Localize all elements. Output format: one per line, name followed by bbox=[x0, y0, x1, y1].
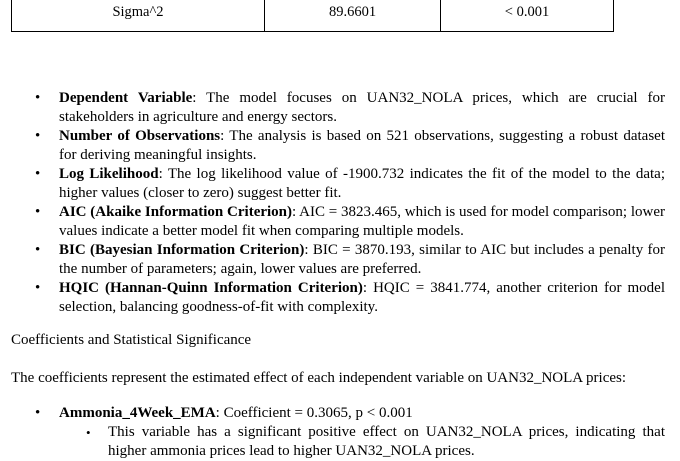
table-row bbox=[12, 0, 614, 32]
list-item: • AIC (Akaike Information Criterion): AIC = 3823.465, which is used for model comparison; lower values indicate a better model fit when comparing multiple models. bbox=[59, 203, 665, 241]
list-item: • Ammonia_4Week_EMA: Coefficient = 0.3065, p < 0.001 • This variable has a significant positive effect on UAN32_NOLA prices, indicating that higher ammonia prices lead to higher UAN32_NOLA prices. bbox=[59, 404, 665, 461]
list-item: • Dependent Variable: The model focuses on UAN32_NOLA prices, which are crucial for stakeholders in agriculture and energy sectors. bbox=[59, 89, 665, 127]
list-item: • Number of Observations: The analysis is based on 521 observations, suggesting a robust dataset for deriving meaningful insights. bbox=[59, 127, 665, 165]
value-cell: 89.6601 bbox=[265, 0, 441, 32]
term-cell: Sigma^2 bbox=[12, 0, 265, 32]
list-item: • Log Likelihood: The log likelihood value of -1900.732 indicates the fit of the model to the data; higher values (closer to zero) suggest better fit. bbox=[59, 165, 665, 203]
sub-list bbox=[59, 423, 665, 461]
coefficients-list bbox=[0, 404, 665, 461]
summary-list bbox=[0, 89, 665, 317]
intro-paragraph: The coefficients represent the estimated effect of each independent variable on UAN32_NOLA prices: bbox=[11, 370, 627, 386]
list-item: • HQIC (Hannan-Quinn Information Criterion): HQIC = 3841.774, another criterion for model selection, balancing goodness-of-fit with complexity. bbox=[59, 279, 665, 317]
pvalue-cell: < 0.001 bbox=[441, 0, 614, 32]
section-heading: Coefficients and Statistical Significance bbox=[11, 332, 252, 348]
list-item: • This variable has a significant positive effect on UAN32_NOLA prices, indicating that higher ammonia prices lead to higher UAN32_NOLA prices. bbox=[108, 423, 665, 461]
list-item: • BIC (Bayesian Information Criterion): BIC = 3870.193, similar to AIC but includes a penalty for the number of parameters; again, lower values are preferred. bbox=[59, 241, 665, 279]
results-table bbox=[11, 0, 614, 32]
